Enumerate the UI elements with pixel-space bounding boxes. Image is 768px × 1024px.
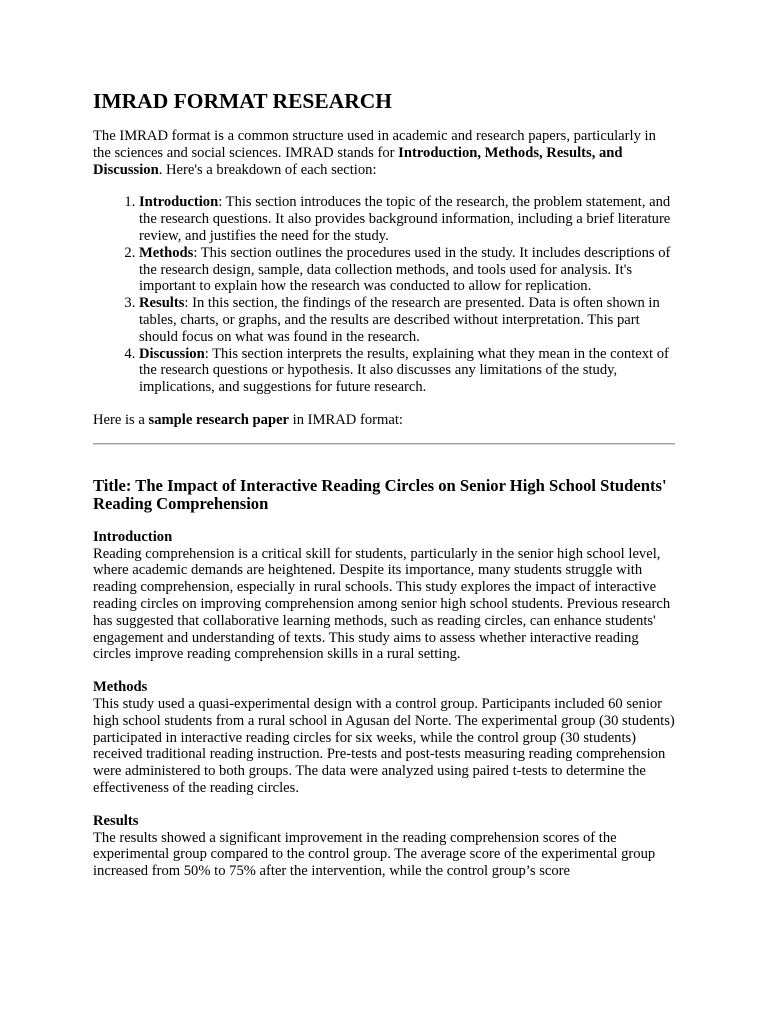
document-heading: IMRAD FORMAT RESEARCH <box>93 89 393 113</box>
document-page <box>93 88 675 896</box>
intro-bold-terms: Introduction, Methods, Results, and Discussion <box>93 144 623 178</box>
list-item <box>139 194 675 244</box>
list-item-term: Methods <box>139 244 194 261</box>
paper-results-section <box>93 813 675 880</box>
intro-text-after: . Here's a breakdown of each section: <box>158 161 377 178</box>
imrad-sections-list <box>93 194 675 396</box>
list-item-term: Results <box>139 295 185 312</box>
paper-methods-section <box>93 679 675 797</box>
section-body-results: The results showed a significant improvement in the reading comprehension scores of the experimental group compared to the control group. The average score of the experimental group increased from 50% to 75% after the intervention, while the control group’s score <box>93 829 656 880</box>
section-body-methods: This study used a quasi-experimental design with a control group. Participants included 60 senior high school students from a rural school in Agusan del Norte. The experimental group (30 students) participated in interactive reading circles for six weeks, while the control group (30 students) received traditional reading instruction. Pre-tests and post-tests measuring reading comprehension were administered to both groups. The data were analyzed using paired t-tests to determine the effectiveness of the reading circles. <box>93 695 675 796</box>
sample-line-after: in IMRAD format: <box>289 411 403 428</box>
section-heading-results: Results <box>93 812 139 829</box>
section-body-introduction: Reading comprehension is a critical skill for students, particularly in the senior high school level, where academic demands are heightened. Despite its importance, many students struggle with reading comprehension, especially in rural schools. This study explores the impact of interactive reading circles on improving comprehension among senior high school students. Previous research has suggested that collaborative learning methods, such as reading circles, can enhance students' engagement and understanding of texts. This study aims to assess whether interactive reading circles improve reading comprehension skills in a rural setting. <box>93 545 671 663</box>
section-heading-methods: Methods <box>93 679 148 696</box>
list-item-desc: : This section introduces the topic of the research, the problem statement, and the research questions. It also provides background information, including a brief literature review, and justifies the need for the study. <box>139 194 671 244</box>
section-heading-introduction: Introduction <box>93 528 173 545</box>
list-item-term: Discussion <box>139 345 205 362</box>
list-item-desc: : In this section, the findings of the research are presented. Data is often shown in tables, charts, or graphs, and the results are described without interpretation. This part should focus on what was found in the research. <box>139 295 660 345</box>
paper-introduction-section <box>93 529 675 663</box>
list-item-term: Introduction <box>139 194 219 211</box>
list-item <box>139 346 675 396</box>
intro-text-before: The IMRAD format is a common structure used in academic and research papers, particularly in the sciences and social sciences. IMRAD stands for <box>93 128 656 161</box>
list-item-desc: : This section outlines the procedures used in the study. It includes descriptions of the research design, sample, data collection methods, and tools used for analysis. It's important to explain how the research was conducted to allow for replication. <box>139 244 671 295</box>
list-item <box>139 295 675 345</box>
section-divider <box>93 443 675 445</box>
paper-title: Title: The Impact of Interactive Reading Circles on Senior High School Students' Reading Comprehension <box>93 475 667 514</box>
intro-paragraph <box>93 128 675 178</box>
list-item <box>139 245 675 295</box>
sample-line-bold: sample research paper <box>148 411 290 428</box>
list-item-desc: : This section interprets the results, explaining what they mean in the context of the research questions or hypothesis. It also discusses any limitations of the study, implications, and suggestions for future research. <box>139 345 669 396</box>
sample-paper-intro-line <box>93 412 675 429</box>
sample-line-before: Here is a <box>93 411 149 428</box>
